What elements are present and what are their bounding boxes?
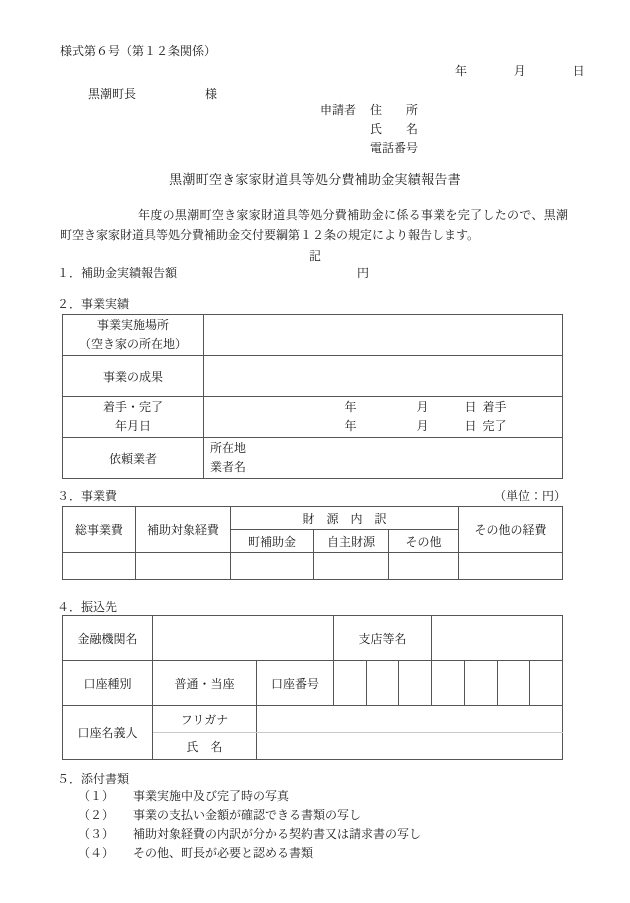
contractor-address-label: 所在地 xyxy=(210,441,247,455)
jigyohi-table xyxy=(62,506,563,580)
account-number-box[interactable] xyxy=(465,661,498,706)
cell-dates-value[interactable] xyxy=(204,397,563,438)
cell-contractor-value[interactable] xyxy=(204,438,563,479)
account-holder-name-label: 氏 名 xyxy=(153,733,257,760)
account-type-label: 口座種別 xyxy=(63,661,153,706)
list-item xyxy=(78,787,421,806)
end-month-unit: 月 xyxy=(416,419,429,433)
applicant-label: 申請者 xyxy=(320,103,357,117)
start-kind-label: 着手 xyxy=(482,400,507,414)
start-year-unit: 年 xyxy=(344,400,357,414)
addressee-name: 黒潮町長 xyxy=(88,87,137,101)
section2-heading: ２．事業実績 xyxy=(57,297,130,311)
account-number-label: 口座番号 xyxy=(257,661,334,706)
account-holder-kana-label: フリガナ xyxy=(153,706,257,733)
section1-unit: 円 xyxy=(357,266,370,280)
cell-result-value[interactable] xyxy=(204,356,563,397)
account-number-box[interactable] xyxy=(530,661,563,706)
applicant-address-label: 住 所 xyxy=(370,103,419,117)
cell-site-value[interactable] xyxy=(204,315,563,356)
end-day-unit: 日 xyxy=(464,419,477,433)
start-day-unit: 日 xyxy=(464,400,477,414)
site-label-line2: （空き家の所在地） xyxy=(78,337,187,351)
cell-contractor-label: 依頼業者 xyxy=(63,438,204,479)
value-other-source[interactable] xyxy=(389,553,459,580)
header-town-subsidy: 町補助金 xyxy=(231,530,314,553)
attachment-text: 事業実施中及び完了時の写真 xyxy=(133,789,290,803)
page-title: 黒潮町空き家家財道具等処分費補助金実績報告書 xyxy=(169,173,461,188)
applicant-name-label: 氏 名 xyxy=(370,122,419,136)
header-total-cost: 総事業費 xyxy=(63,507,136,553)
end-date-line xyxy=(204,417,562,436)
header-funding-breakdown: 財 源 内 訳 xyxy=(231,507,459,530)
cell-site-label xyxy=(63,315,204,356)
jigyo-jisseki-table xyxy=(62,314,563,479)
account-type-value[interactable]: 普通・当座 xyxy=(153,661,257,706)
body-paragraph: 年度の黒潮町空き家家財道具等処分費補助金に係る事業を完了したので、黒潮町空き家家財道具等処分費補助金交付要綱第１２条の規定により報告します。 xyxy=(60,208,568,242)
addressee-honorific: 様 xyxy=(205,87,218,101)
cell-dates-label xyxy=(63,397,204,438)
account-holder-kana-value[interactable] xyxy=(257,706,563,733)
header-other-expenses: その他の経費 xyxy=(459,507,563,553)
attachment-text: 事業の支払い金額が確認できる書類の写し xyxy=(133,808,362,822)
start-month-unit: 月 xyxy=(416,400,429,414)
date-line: 年 月 日 xyxy=(455,64,603,78)
attachment-number: （２） xyxy=(78,808,115,822)
bank-name-label: 金融機関名 xyxy=(63,616,153,661)
account-number-box[interactable] xyxy=(432,661,465,706)
contractor-name-label: 業者名 xyxy=(210,460,247,474)
table-row xyxy=(63,706,563,733)
furikomisaki-table xyxy=(62,615,563,760)
branch-value[interactable] xyxy=(432,616,563,661)
applicant-block xyxy=(320,101,442,158)
header-other-source: その他 xyxy=(389,530,459,553)
list-item xyxy=(78,806,421,825)
section3-heading: ３．事業費 xyxy=(57,489,118,503)
table-row xyxy=(63,661,563,706)
table-header-row xyxy=(63,507,563,530)
header-own-funds: 自主財源 xyxy=(314,530,389,553)
applicant-address-row xyxy=(320,101,442,120)
ki-mark: 記 xyxy=(308,249,321,263)
branch-label: 支店等名 xyxy=(334,616,432,661)
section5-heading: ５．添付書類 xyxy=(57,772,130,786)
section1-heading: １．補助金実績報告額 xyxy=(57,266,178,280)
attachment-text: 補助対象経費の内訳が分かる契約書又は請求書の写し xyxy=(133,827,422,841)
end-kind-label: 完了 xyxy=(482,419,507,433)
table-row xyxy=(63,616,563,661)
list-item xyxy=(78,844,421,863)
account-number-box[interactable] xyxy=(334,661,367,706)
account-number-box[interactable] xyxy=(399,661,432,706)
section3-unit-note: （単位：円） xyxy=(494,489,567,503)
bank-name-value[interactable] xyxy=(153,616,334,661)
table-row xyxy=(63,356,563,397)
dates-label-line2: 年月日 xyxy=(114,419,151,433)
attachment-number: （３） xyxy=(78,827,115,841)
value-subsidy-target[interactable] xyxy=(136,553,231,580)
list-item xyxy=(78,825,421,844)
dates-label-line1: 着手・完了 xyxy=(102,400,163,414)
cell-result-label: 事業の成果 xyxy=(63,356,204,397)
table-row xyxy=(63,397,563,438)
applicant-phone-label: 電話番号 xyxy=(370,141,419,155)
value-town-subsidy[interactable] xyxy=(231,553,314,580)
account-number-box[interactable] xyxy=(498,661,530,706)
site-label-line1: 事業実施場所 xyxy=(96,318,169,332)
form-number: 様式第６号（第１２条関係） xyxy=(60,44,217,58)
value-own-funds[interactable] xyxy=(314,553,389,580)
attachment-text: その他、町長が必要と認める書類 xyxy=(133,846,314,860)
value-total-cost[interactable] xyxy=(63,553,136,580)
attachment-number: （１） xyxy=(78,789,115,803)
applicant-phone-row xyxy=(320,139,442,158)
table-row xyxy=(63,553,563,580)
applicant-name-row xyxy=(320,120,442,139)
end-year-unit: 年 xyxy=(344,419,357,433)
account-number-box[interactable] xyxy=(367,661,399,706)
table-row xyxy=(63,315,563,356)
attachment-number: （４） xyxy=(78,846,115,860)
section4-heading: ４．振込先 xyxy=(57,600,118,614)
table-row xyxy=(63,438,563,479)
value-other-expenses[interactable] xyxy=(459,553,563,580)
header-subsidy-target: 補助対象経費 xyxy=(136,507,231,553)
start-date-line xyxy=(204,398,562,417)
attachments-list xyxy=(78,787,421,863)
account-holder-label: 口座名義人 xyxy=(63,706,153,760)
account-holder-name-value[interactable] xyxy=(257,733,563,760)
